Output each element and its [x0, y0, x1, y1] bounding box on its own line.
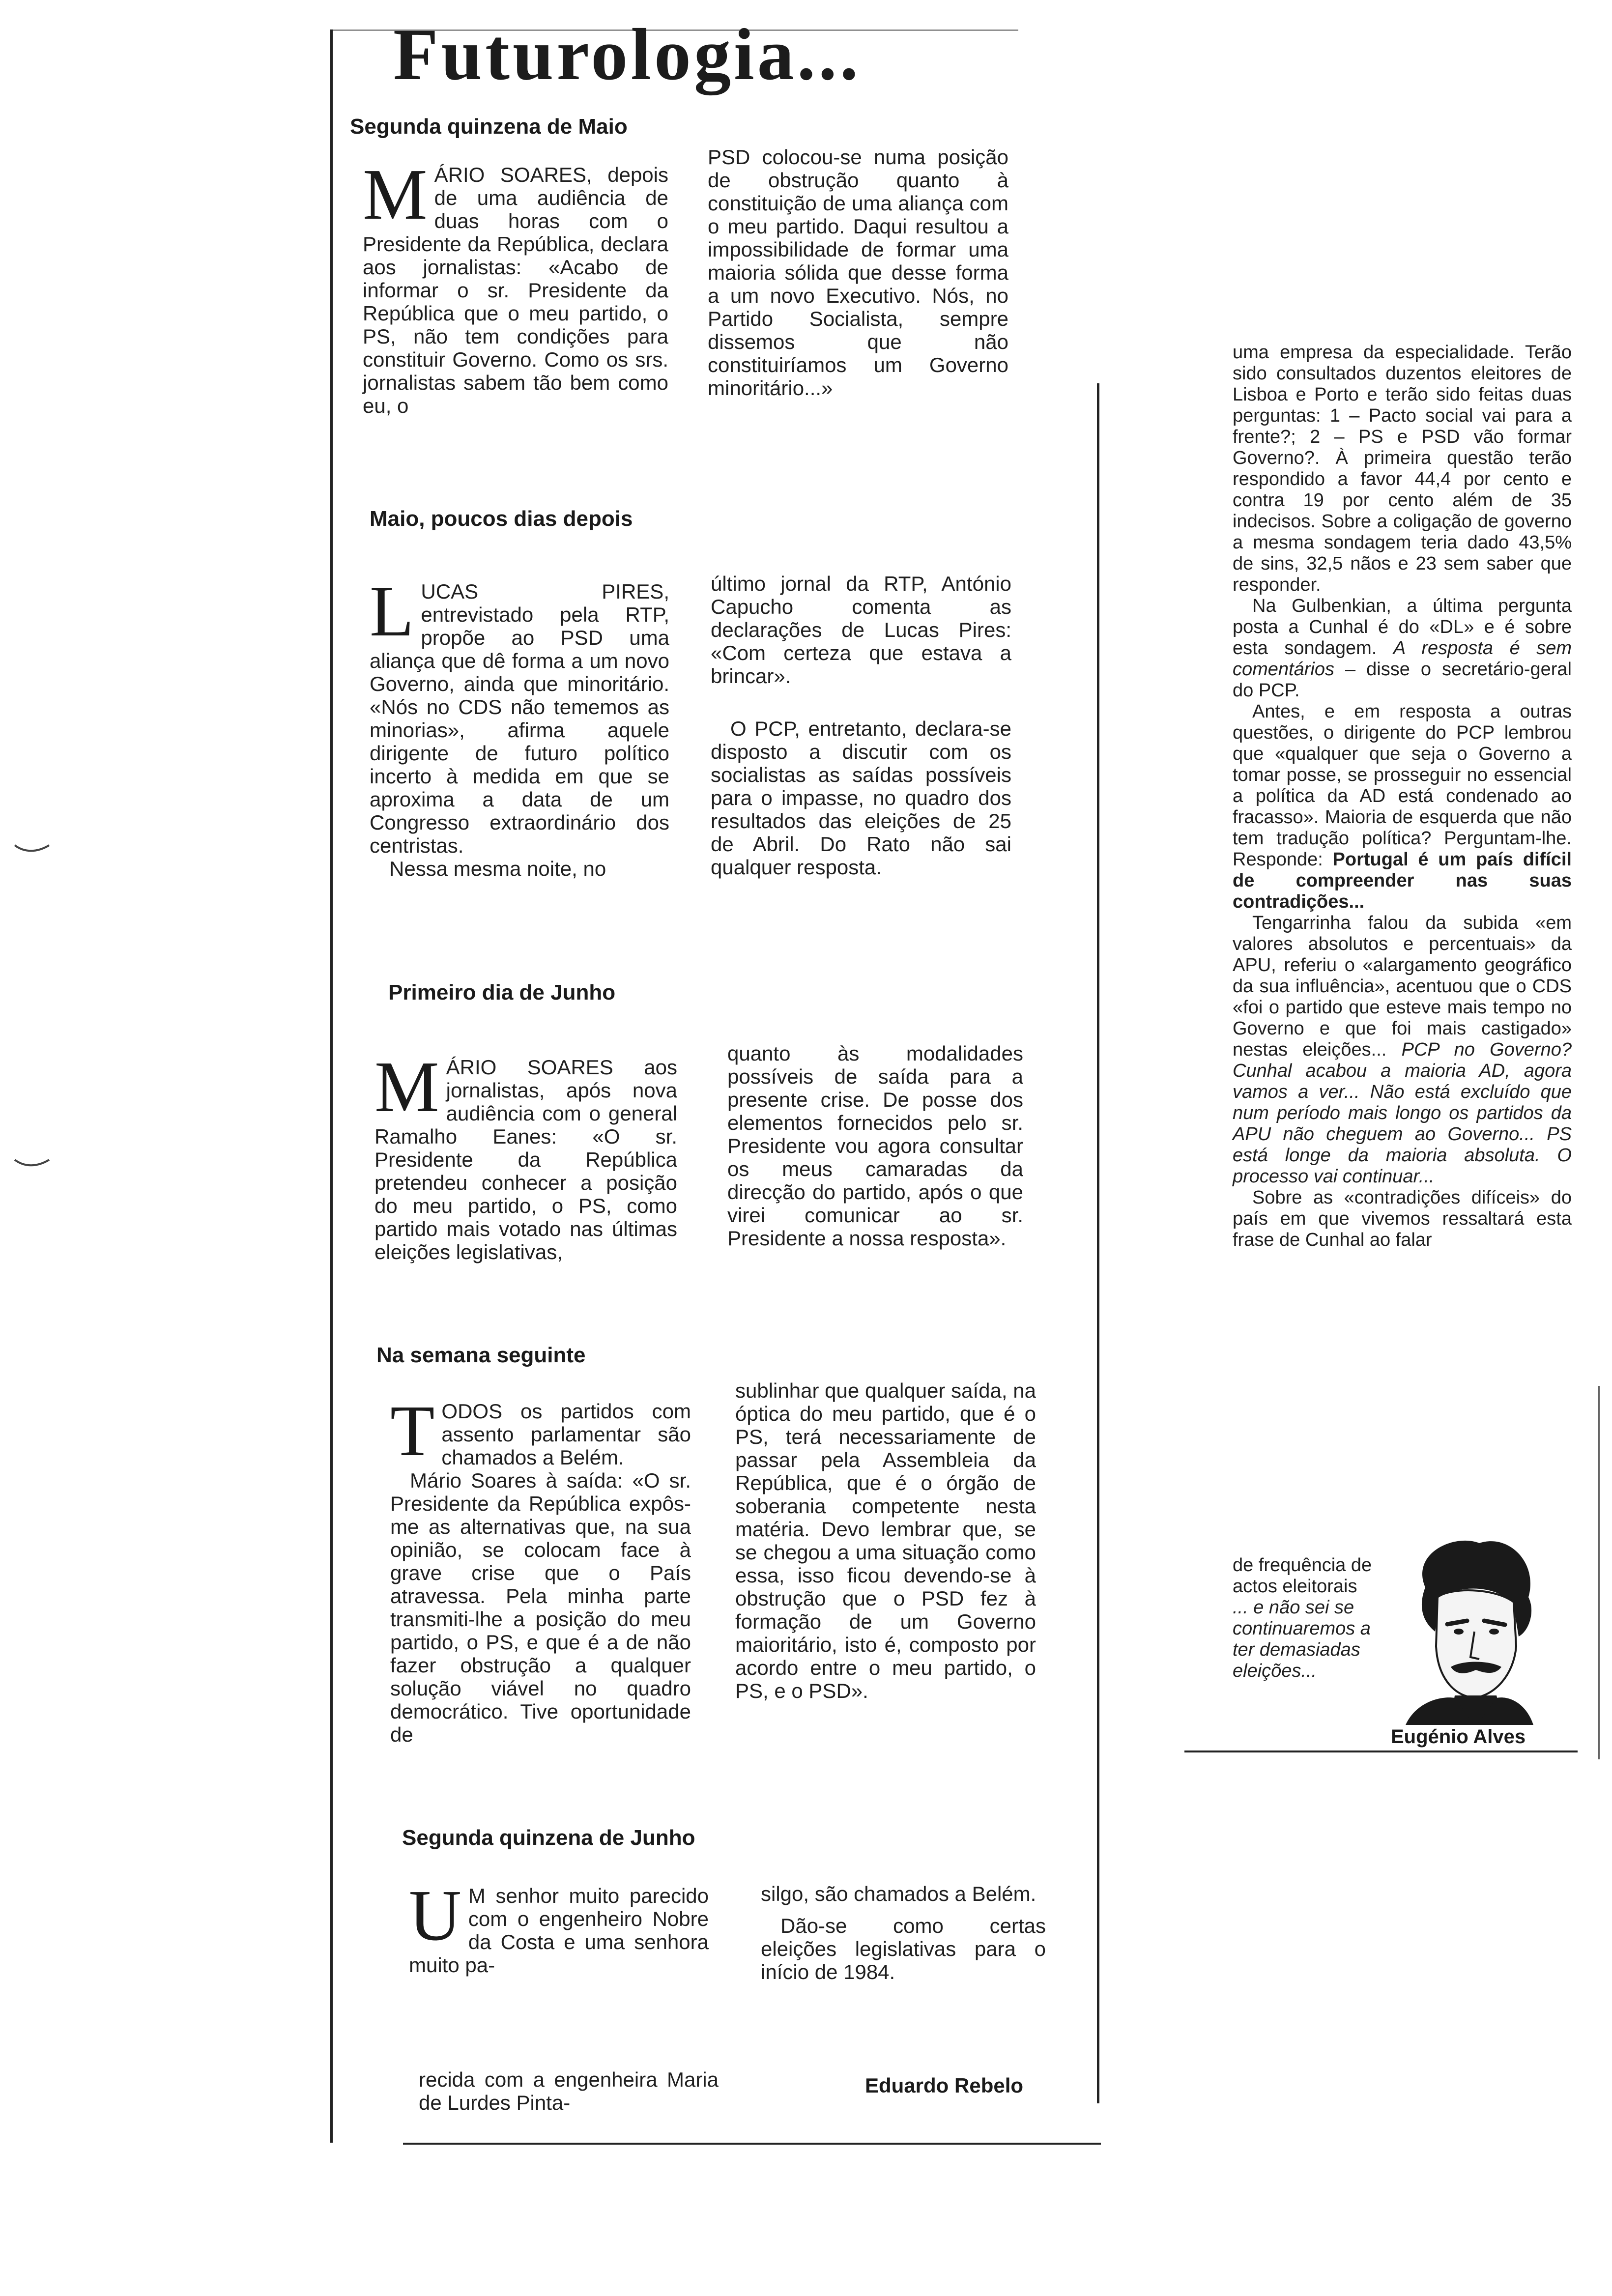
margin-marks — [10, 835, 54, 1179]
section-2-col-1-text-b: Nessa mesma noite, no — [389, 857, 606, 880]
section-3-dropcap: M — [374, 1047, 439, 1127]
section-5-dropcap: U — [409, 1875, 461, 1956]
section-4-dropcap: T — [390, 1391, 435, 1471]
section-heading-4: Na semana seguinte — [376, 1343, 586, 1367]
section-2-col-2 — [711, 572, 1011, 879]
section-3-col-1 — [374, 1047, 677, 1263]
sidebar-paragraph-3a: Antes, e em resposta a outras questões, o dirigente do PCP lembrou que «qualquer que seja o Governo a tomar posse, se prosseguir no essencial a política da AD está condenado ao fracasso». Maioria de esquerda que não tem tradução política? Perguntam-lhe. Responde: — [1233, 701, 1572, 870]
section-5-col-2 — [761, 1882, 1046, 1983]
sidebar-paragraph-5c: ... e não sei se continuaremos a ter demasiadas eleições... — [1233, 1597, 1371, 1681]
section-3-col-1-text: ÁRIO SOARES aos jornalistas, após nova audiência com o general Ramalho Eanes: «O sr. Presidente da República pretendeu conhecer a posição do meu partido, o PS, como partido mais votado nas últimas eleições legislativas, — [374, 1056, 677, 1263]
section-1-col-2-text: PSD colocou-se numa posição de obstrução quanto à constituição de uma aliança com o meu partido. Daqui resultou a impossibilidade de formar uma maioria sólida que desse forma a um novo Executivo. Nós, no Partido Socialista, sempre dissemos que não constituiríamos um Governo minoritário...» — [708, 145, 1008, 400]
author-portrait — [1396, 1533, 1543, 1725]
section-5-col-1-text: M senhor muito parecido com o engenheiro Nobre da Costa e uma senhora muito pa- — [409, 1884, 709, 1977]
section-2-dropcap: L — [370, 571, 414, 652]
sidebar-paragraph-5b: de frequência de actos eleitorais — [1233, 1555, 1372, 1597]
section-5-col-1b — [419, 2068, 719, 2114]
sidebar-paragraph-4a: Tengarrinha falou da subida «em valores absolutos e percentuais» da APU, referiu o «alargamento geográfico da sua influência», acentuou que o CDS «foi o partido que esteve mais tempo no Governo e que foi mais castigado» nestas eleições... — [1233, 913, 1572, 1060]
section-2-col-2-text: último jornal da RTP, António Capucho comenta as declarações de Lucas Pires: «Com certeza que estava a brincar». — [711, 572, 1011, 688]
section-2-col-2-text-b: O PCP, entretanto, declara-se disposto a discutir com os socialistas as saídas possíveis para o impasse, no quadro dos resultados das eleições de 25 de Abril. Do Rato não sai qualquer resposta. — [711, 717, 1011, 879]
sidebar-wrap-text — [1233, 1555, 1395, 1682]
article-bottom-rule — [403, 2143, 1101, 2145]
section-4-col-1 — [390, 1391, 691, 1746]
section-5-col-2-text: silgo, são chamados a Belém. — [761, 1882, 1036, 1905]
section-4-col-2-text: sublinhar que qualquer saída, na óptica do meu partido, que é o PS, terá necessariamente de passar pela Assembleia da República, que é o órgão de soberania competente nesta matéria. Devo lembrar que, se se chegou a uma situação como essa, isso ficou devendo-se à obstrução que o PSD fez à formação de um Governo maioritário, isto é, composto por acordo entre o meu partido, o PS, e o PSD». — [735, 1379, 1036, 1702]
section-4-col-1-text: ODOS os partidos com assento parlamentar são chamados a Belém. — [441, 1400, 691, 1469]
sidebar-paragraph-2-quote: A resposta é sem comentários — [1233, 638, 1572, 680]
article-left-rule — [330, 29, 333, 2143]
sidebar-paragraph-2 — [1233, 596, 1572, 701]
article-right-rule — [1097, 383, 1099, 2103]
section-4-col-1-text-b: Mário Soares à saída: «O sr. Presidente da República expôs-me as alternativas que, na sua opinião, se colocam face à grave crise que o País atravessa. Pela minha parte transmiti-lhe a posição do meu partido, o PS, e que é a de não fazer obstrução a qualquer solução viável no quadro democrático. Tive oportunidade de — [390, 1469, 691, 1746]
section-3-col-2-text: quanto às modalidades possíveis de saída para a presente crise. De posse dos elementos fornecidos pelo sr. Presidente vou agora consultar os meus camaradas da direcção do partido, após o que virei comunicar ao sr. Presidente a nossa resposta». — [727, 1042, 1023, 1250]
section-1-col-1-text: ÁRIO SOARES, depois de uma audiência de duas horas com o Presidente da República, declara aos jornalistas: «Acabo de informar o sr. Presidente da República que o meu partido, o PS, não tem condições para constituir Governo. Como os srs. jornalistas sabem tão bem como eu, o — [363, 163, 668, 417]
section-heading-1: Segunda quinzena de Maio — [350, 115, 628, 139]
section-3-col-2 — [727, 1042, 1023, 1250]
section-heading-2: Maio, poucos dias depois — [370, 507, 633, 531]
section-5-col-1-text-b: recida com a engenheira Maria de Lurdes Pinta- — [419, 2068, 719, 2114]
section-heading-5: Segunda quinzena de Junho — [402, 1826, 695, 1850]
portrait-drawing — [1396, 1533, 1543, 1725]
sidebar-author: Eugénio Alves — [1391, 1726, 1526, 1748]
section-1-col-1 — [363, 154, 668, 417]
sidebar-paragraph-5: Sobre as «contradições difíceis» do país em que vivemos ressaltará esta frase de Cunhal ao falar — [1233, 1187, 1572, 1250]
section-5-col-2-text-b: Dão-se como certas eleições legislativas para o início de 1984. — [761, 1914, 1046, 1983]
sidebar-paragraph-2c: – disse o secretário-geral do PCP. — [1233, 659, 1572, 701]
section-2-col-1 — [370, 571, 669, 880]
section-4-col-2 — [735, 1379, 1036, 1702]
article-author: Eduardo Rebelo — [865, 2074, 1024, 2097]
sidebar-paragraph-4-quote: PCP no Governo? Cunhal acabou a maioria AD, agora vamos a ver... Não está excluído que num período mais longo os partidos da APU não cheguem ao Governo... PS está longe da maioria absoluta. O processo vai continuar... — [1233, 1039, 1572, 1187]
sidebar-right-rule — [1598, 1386, 1600, 1759]
sidebar-paragraph-1: uma empresa da especialidade. Terão sido consultados duzentos eleitores de Lisboa e Porto e terão sido feitas duas perguntas: 1 – Pacto social vai para a frente?; 2 – PS e PSD vão formar Governo?. À primeira questão terão respondido a favor 44,4 por cento e contra 19 por cento além de 35 indecisos. Sobre a coligação de governo a mesma sondagem teria dado 43,5% de sins, 32,5 nãos e 23 sem saber que responder. — [1233, 342, 1572, 595]
section-2-col-1-text: UCAS PIRES, entrevistado pela RTP, propõe ao PSD uma aliança que dê forma a um novo Governo, ainda que minoritário. «Nós no CDS não tememos as minorias», afirma aquele dirigente de futuro político incerto à medida em que se aproxima a data de um Congresso extraordinário dos centristas. — [370, 580, 669, 857]
sidebar-paragraph-3 — [1233, 701, 1572, 913]
section-1-dropcap: M — [363, 154, 428, 235]
article-title: Futurologia... — [393, 14, 862, 95]
section-1-col-2 — [708, 145, 1008, 400]
sidebar-column — [1233, 342, 1572, 1251]
section-heading-3: Primeiro dia de Junho — [388, 980, 616, 1004]
section-5-col-1 — [409, 1875, 709, 1977]
sidebar-bottom-rule — [1184, 1751, 1578, 1752]
sidebar-paragraph-2a: Na Gulbenkian, a última pergunta posta a Cunhal é do «DL» e é sobre esta sondagem. — [1233, 596, 1572, 659]
sidebar-paragraph-3-answer: Portugal é um país difícil de compreender nas suas contradições... — [1233, 849, 1572, 912]
sidebar-paragraph-4 — [1233, 913, 1572, 1187]
